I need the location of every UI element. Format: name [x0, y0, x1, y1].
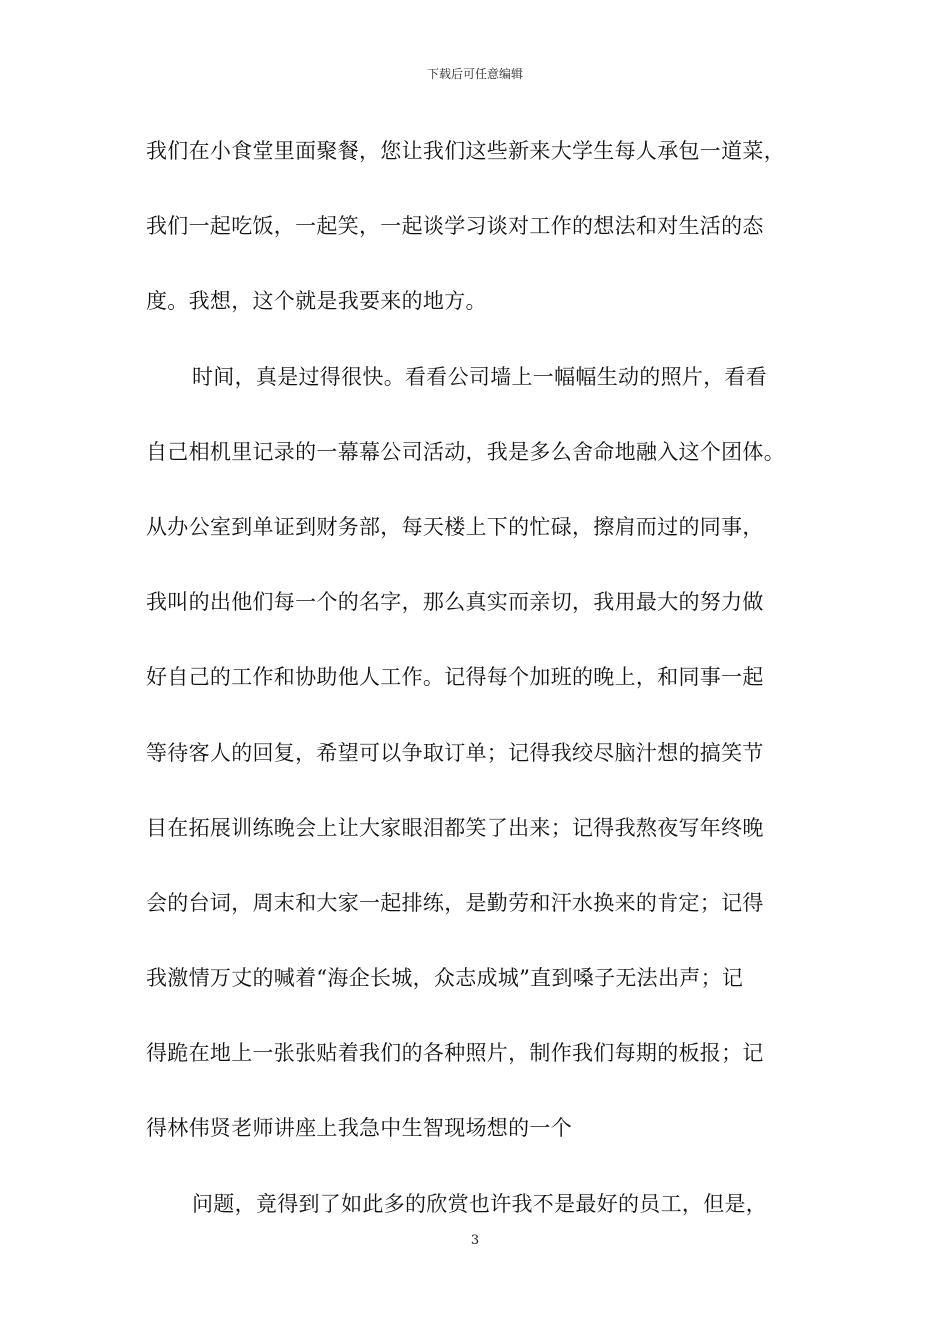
text-line: 我叫的出他们每一个的名字，那么真实而亲切，我用最大的努力做	[146, 590, 764, 615]
page-header: 下载后可任意编辑	[426, 67, 523, 81]
text-line: 我们在小食堂里面聚餐，您让我们这些新来大学生每人承包一道菜，	[146, 139, 785, 163]
text-line: 等待客人的回复，希望可以争取订单；记得我绞尽脑汁想的搞笑节	[146, 740, 764, 765]
text-line: 得跪在地上一张张贴着我们的各种照片，制作我们每期的板报；记	[146, 1041, 764, 1066]
text-line: 得林伟贤老师讲座上我急中生智现场想的一个	[146, 1116, 572, 1141]
text-line: 我们一起吃饭，一起笑，一起谈学习谈对工作的想法和对生活的态	[146, 214, 764, 239]
paragraph-first-line: 时间，真是过得很快。看看公司墙上一幅幅生动的照片，看看	[192, 364, 768, 389]
text-line: 度。我想，这个就是我要来的地方。	[146, 289, 487, 314]
text-line: 从办公室到单证到财务部，每天楼上下的忙碌，擦肩而过的同事，	[146, 514, 764, 539]
text-line: 好自己的工作和协助他人工作。记得每个加班的晚上，和同事一起	[146, 665, 764, 690]
text-line: 自己相机里记录的一幕幕公司活动，我是多么舍命地融入这个团体。	[146, 439, 785, 464]
paragraph-first-line: 问题，竟得到了如此多的欣赏也许我不是最好的员工，但是，	[192, 1191, 768, 1216]
text-line: 会的台词，周末和大家一起排练，是勤劳和汗水换来的肯定；记得	[146, 890, 764, 915]
page-number: 3	[470, 1233, 480, 1248]
text-line: 目在拓展训练晚会上让大家眼泪都笑了出来；记得我熬夜写年终晚	[146, 815, 764, 840]
document-body	[146, 130, 816, 1258]
text-line: 我激情万丈的喊着“海企长城，众志成城”直到嗓子无法出声；记	[146, 966, 744, 991]
